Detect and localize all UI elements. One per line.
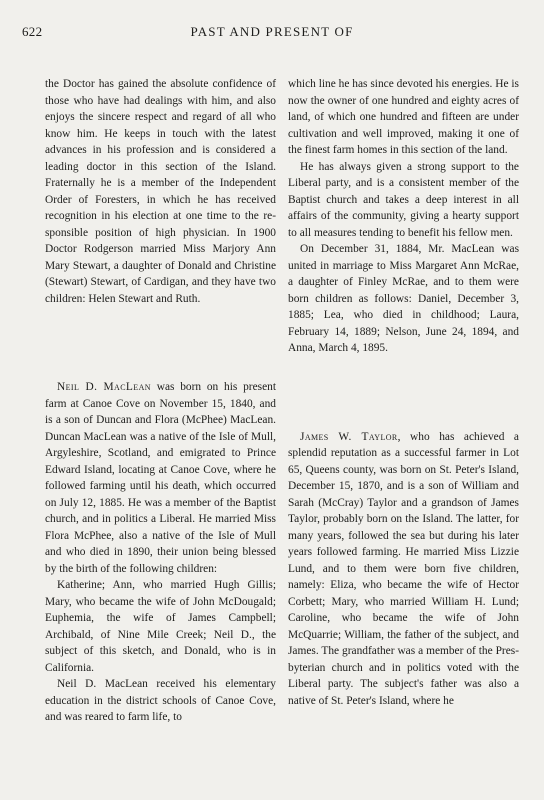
- paragraph-maclean-marriage: On December 31, 1884, Mr. MacLean was united in marriage to Miss Margaret Ann McRae, a daughter of Finley McRae, and to them were born children as follows: Daniel, December 3, 1885; Lea, who died in childhood; Laura, February 14, 1889; Nelson, June 24, 1894, and Anna, March 4, 1895.: [288, 243, 519, 354]
- paragraph-maclean-intro-text: was born on his present farm at Canoe Cove on November 15, 1840, and is a son of Duncan and Flora (McPhee) MacLean. Duncan MacLean was a native of the Isle of Mull, Argyleshire, Scotland, and emigrated to Prince Edward Island, locating at Canoe Cove, where he followed farming until his death, which occurred on July 12, 1885. He was a member of the Baptist church, and in politics a Liberal. He married Miss Flora McPhee, also a native of the Isle of Mull and who died in 1890, their union being blessed by the birth of the following children:: [45, 381, 276, 575]
- page-number: 622: [22, 24, 43, 39]
- page-header: [22, 24, 522, 44]
- paragraph-taylor-intro: [288, 429, 519, 710]
- paragraph-taylor-intro-text: , who has achieved a splendid reputation as a successful farmer in Lot 65, Queens county, was born on St. Peter's Island, December 15, 1870, and is a son of William and Sarah (McCray) Taylor and a grandson of James Taylor, probably born on the Island. The latter, for many years, followed the sea but during his later years followed farming. He married Miss Lizzie Lund, and to them were born five children, namely: Eliza, who became the wife of Hector Corbett; Mary, who married William H. Lund; Caroline, who became the wife of John McQuarrie; William, the father of the subject, and James. The grandfather was a member of the Presbyterian church and in politics voted with the Liberal party. The subject's father was also a native of St. Peter's Island, where he: [288, 430, 519, 707]
- paragraph-maclean-siblings: Katherine; Ann, who married Hugh Gillis; Mary, who became the wife of John McDougald; Euphemia, the wife of James Campbell; Archibald, of Nine Mile Creek; Neil D., the subject of this sketch, and Donald, who is in California.: [45, 579, 276, 674]
- paragraph-maclean-intro: [45, 379, 276, 577]
- paragraph-maclean-education: Neil D. MacLean received his elementary education in the district schools of Canoe Cove, and was reared to farm life, to: [45, 678, 276, 723]
- paragraph-maclean-farm: which line he has since devoted his energies. He is now the owner of one hundred and eighty acres of land, of which one hundred and fifteen are under cultivation and well improved, making it one of the finest farm homes in this section of the land.: [288, 78, 519, 156]
- subject-name-maclean: Neil D. MacLean: [57, 381, 151, 393]
- paragraph-maclean-politics: He has always given a strong support to the Liberal party, and is a consistent member of the Baptist church and takes a deep interest in all affairs of the community, giving a hearty support to all measures tending to benefit his fellow men.: [288, 160, 519, 239]
- running-title: PAST AND PRESENT OF: [190, 24, 354, 39]
- left-column: [45, 76, 276, 726]
- paragraph-rodgerson-conclusion: the Doctor has gained the absolute confidence of those who have had dealings with him, and also enjoys the sincere respect and regard of all who know him. He keeps in touch with the latest advances in his profession and is considered a leading doctor in this section of the Island. Fraternally he is a member of the Independent Order of Foresters, in which he has received recognition in his election at one time to the responsible position of high physician. In 1900 Doctor Rodgerson married Miss Marjory Ann Mary Stewart, a daughter of Donald and Christine (Stewart) Stewart, of Cardigan, and they have two children: Helen Stewart and Ruth.: [45, 78, 276, 305]
- subject-name-taylor: James W. Taylor: [300, 430, 398, 443]
- right-column: [288, 76, 519, 709]
